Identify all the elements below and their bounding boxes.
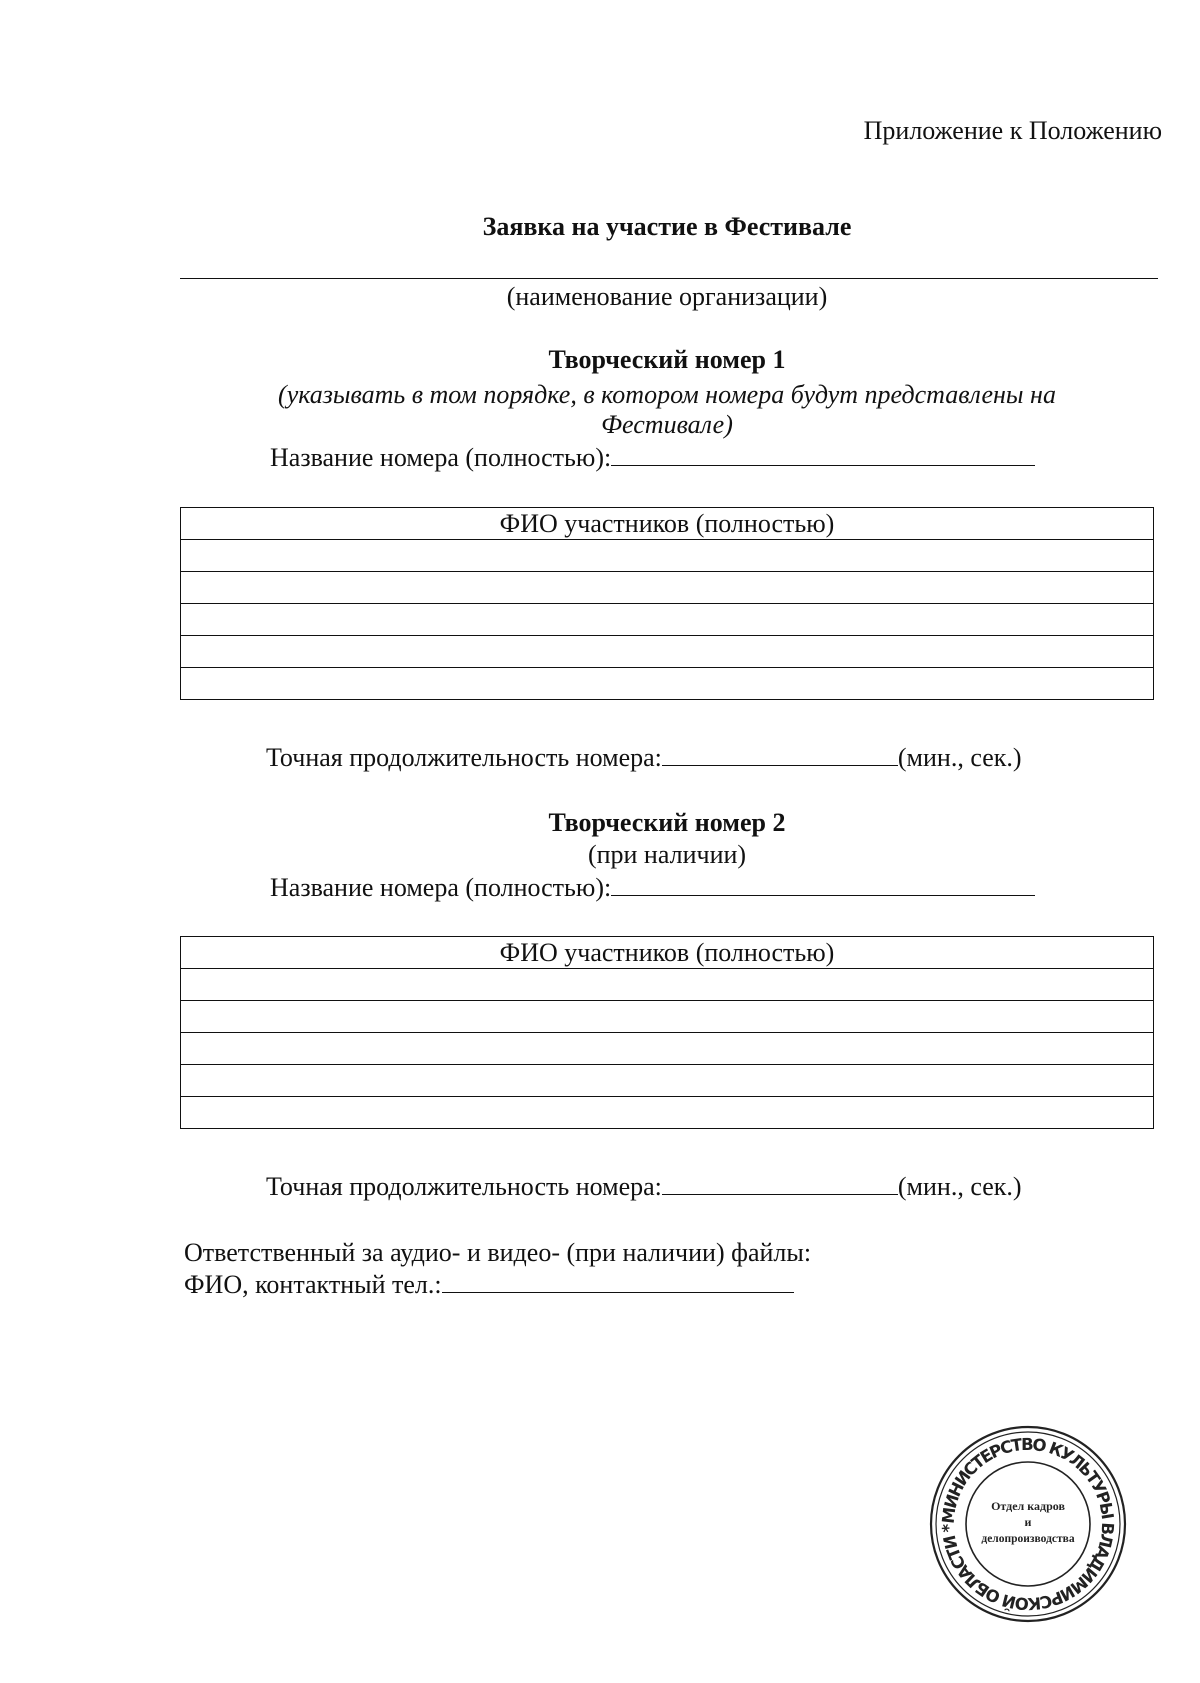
table-row xyxy=(181,1033,1154,1065)
act1-duration-field[interactable] xyxy=(662,743,898,766)
stamp-center-line1: Отдел кадров xyxy=(991,1499,1065,1513)
act1-participant-cell[interactable] xyxy=(181,636,1154,668)
act2-participant-cell[interactable] xyxy=(181,1033,1154,1065)
act1-participant-cell[interactable] xyxy=(181,668,1154,700)
act2-participant-cell[interactable] xyxy=(181,1065,1154,1097)
responsible-contact-row xyxy=(184,1270,794,1300)
act2-participants-header: ФИО участников (полностью) xyxy=(181,937,1154,969)
table-row xyxy=(181,604,1154,636)
act1-duration-label: Точная продолжительность номера: xyxy=(266,743,662,772)
responsible-contact-field[interactable] xyxy=(442,1270,794,1293)
act1-heading: Творческий номер 1 xyxy=(548,345,786,374)
table-header-row xyxy=(181,508,1154,540)
act1-participant-cell[interactable] xyxy=(181,572,1154,604)
act2-duration-row xyxy=(266,1172,1022,1202)
table-row xyxy=(181,572,1154,604)
organization-name-line[interactable] xyxy=(180,278,1158,279)
table-row xyxy=(181,969,1154,1001)
act1-participants-table xyxy=(180,507,1154,700)
stamp-center-line2: и xyxy=(1024,1515,1032,1529)
act2-participant-cell[interactable] xyxy=(181,1001,1154,1033)
act2-participant-cell[interactable] xyxy=(181,969,1154,1001)
act2-duration-unit: (мин., сек.) xyxy=(897,1172,1022,1201)
organization-caption: (наименование организации) xyxy=(506,282,828,311)
appendix-label: Приложение к Положению xyxy=(863,116,1162,145)
table-row xyxy=(181,1001,1154,1033)
act2-participant-cell[interactable] xyxy=(181,1097,1154,1129)
act1-name-row xyxy=(270,443,1035,473)
act1-participants-header: ФИО участников (полностью) xyxy=(181,508,1154,540)
form-title: Заявка на участие в Фестивале xyxy=(482,212,852,241)
table-row xyxy=(181,668,1154,700)
act2-name-field[interactable] xyxy=(611,873,1035,896)
responsible-contact-label: ФИО, контактный тел.: xyxy=(184,1270,442,1299)
act1-duration-row xyxy=(266,743,1022,773)
responsible-line: Ответственный за аудио- и видео- (при наличии) файлы: xyxy=(184,1238,812,1267)
act1-participant-cell[interactable] xyxy=(181,604,1154,636)
act2-duration-field[interactable] xyxy=(662,1172,898,1195)
act2-participants-table xyxy=(180,936,1154,1129)
act1-duration-unit: (мин., сек.) xyxy=(897,743,1022,772)
table-row xyxy=(181,1065,1154,1097)
act2-name-label: Название номера (полностью): xyxy=(270,873,612,902)
act1-participant-cell[interactable] xyxy=(181,540,1154,572)
act2-name-row xyxy=(270,873,1035,903)
act1-name-field[interactable] xyxy=(611,443,1035,466)
table-row xyxy=(181,1097,1154,1129)
act2-duration-label: Точная продолжительность номера: xyxy=(266,1172,662,1201)
table-row xyxy=(181,636,1154,668)
act2-heading: Творческий номер 2 xyxy=(548,808,786,837)
table-row xyxy=(181,540,1154,572)
table-header-row xyxy=(181,937,1154,969)
act1-note-line2: Фестивале) xyxy=(601,410,733,439)
stamp-ring-text: МИНИСТЕРСТВО КУЛЬТУРЫ ВЛАДИМИРСКОЙ ОБЛАСТИ * xyxy=(938,1434,1118,1614)
act1-note-line1: (указывать в том порядке, в котором номера будут представлены на xyxy=(278,380,1056,409)
act1-name-label: Название номера (полностью): xyxy=(270,443,612,472)
act2-note: (при наличии) xyxy=(587,840,747,869)
official-stamp xyxy=(928,1424,1128,1624)
stamp-center-line3: делопроизводства xyxy=(981,1533,1075,1545)
